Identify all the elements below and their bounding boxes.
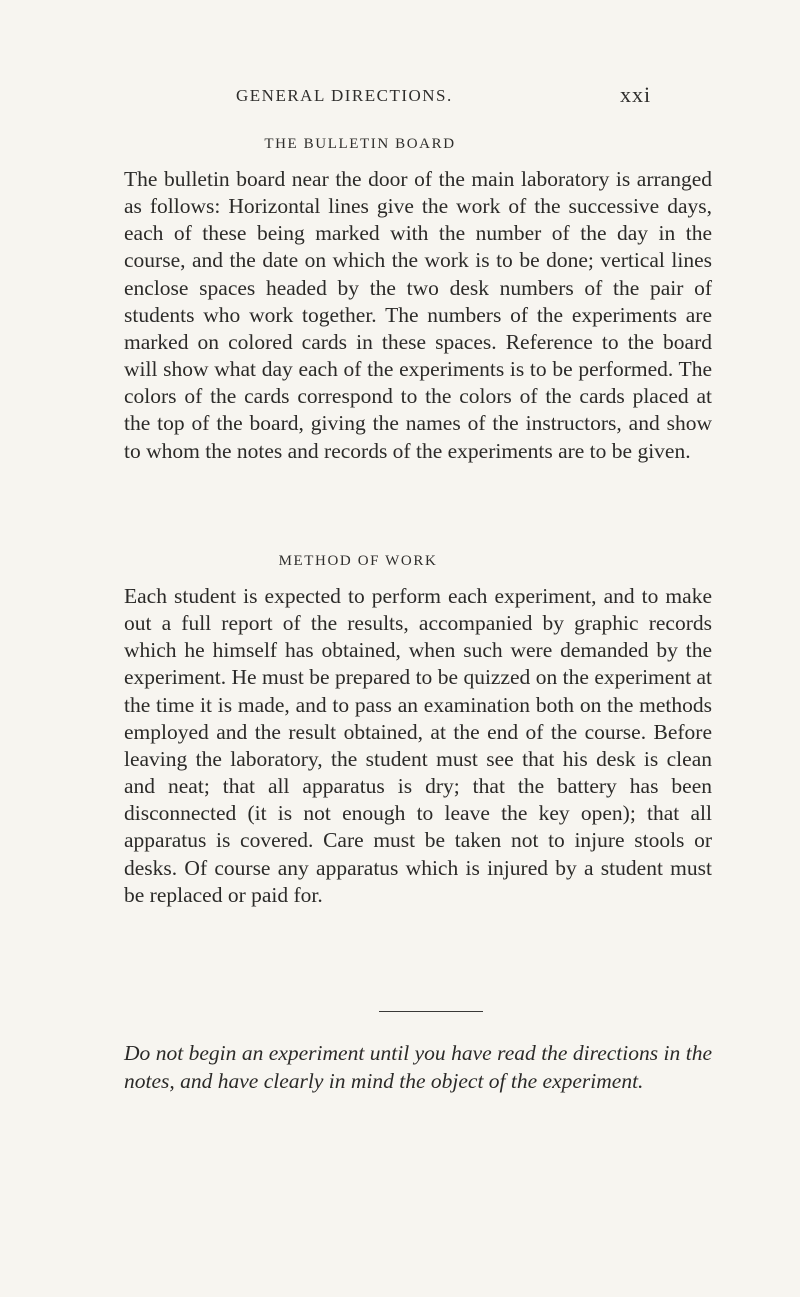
footer-note: Do not begin an experiment until you have read the directions in the notes, and have clearly in mind the object of the experiment. bbox=[124, 1041, 712, 1093]
running-title: GENERAL DIRECTIONS. bbox=[236, 86, 453, 105]
method-of-work-paragraph: Each student is expected to perform each experiment, and to make out a full report of the results, accompanied by graphic records which he himself has obtained, when such were demanded by the experiment. He must be prepared to be quizzed on the experiment at the time it is made, and to pass an examination both on the methods employed and the result obtained, at the end of the course. Before leaving the laboratory, the student must see that his desk is clean and neat; that all apparatus is dry; that the battery has been disconnected (it is not enough to leave the key open); that all apparatus is covered. Care must be taken not to injure stools or desks. Of course any apparatus which is injured by a student must be replaced or paid for. bbox=[124, 584, 712, 907]
section-divider bbox=[379, 1011, 483, 1012]
bulletin-board-paragraph: The bulletin board near the door of the main laboratory is arranged as follows: Horizontal lines give the work of the successive days, each of these being marked with the number of the day in the course, and the date on which the work is to be done; vertical lines enclose spaces headed by the two desk numbers of the pair of students who work together. The numbers of the experiments are marked on colored cards in these spaces. Reference to the board will show what day each of the experiments is to be performed. The colors of the cards correspond to the colors of the cards placed at the top of the board, giving the names of the instructors, and show to whom the notes and records of the experiments are to be given. bbox=[124, 167, 712, 463]
section-heading-method-of-work: METHOD OF WORK bbox=[278, 553, 438, 569]
page-number: xxi bbox=[620, 82, 652, 107]
section-heading-bulletin-board: THE BULLETIN BOARD bbox=[264, 136, 456, 152]
running-head bbox=[0, 82, 800, 107]
